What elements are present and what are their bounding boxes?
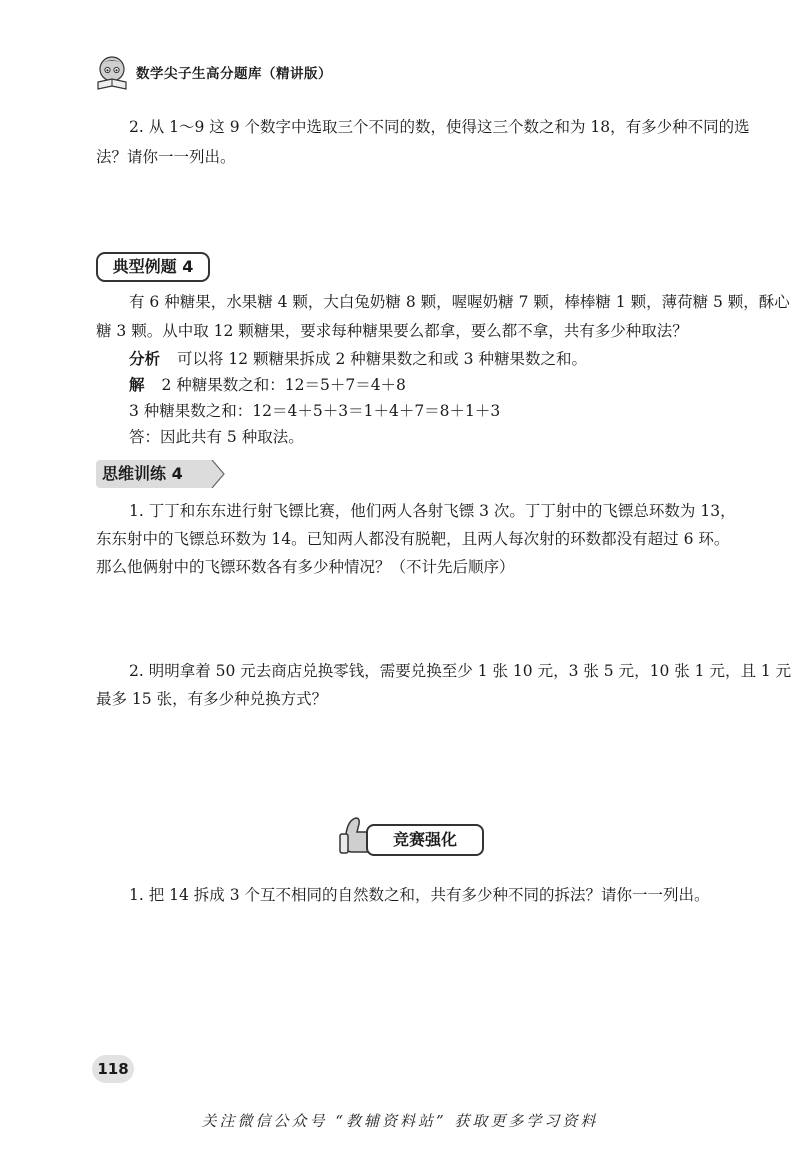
solution-label: 解	[129, 376, 145, 394]
competition-q1: 1. 把 14 拆成 3 个互不相同的自然数之和，共有多少种不同的拆法？请你一一列出。	[129, 886, 710, 904]
running-header	[92, 52, 332, 92]
competition-heading-label: 竞赛强化	[366, 824, 484, 856]
cartoon-kid-reading-icon	[92, 52, 132, 92]
page-number: 118	[92, 1055, 134, 1083]
question-2-line-2: 法？请你一一列出。	[96, 148, 236, 166]
training-q2-line-2: 最多 15 张，有多少种兑换方式？	[96, 690, 328, 708]
answer-line: 答：因此共有 5 种取法。	[129, 428, 304, 446]
arrow-tab-icon	[206, 460, 226, 488]
question-2-line-1: 2. 从 1～9 这 9 个数字中选取三个不同的数，使得这三个数之和为 18，有多少种不同的选	[129, 118, 750, 136]
footer-note: 关注微信公众号 “教辅资料站” 获取更多学习资料	[201, 1112, 599, 1130]
example-problem-line-1: 有 6 种糖果，水果糖 4 颗，大白兔奶糖 8 颗，喔喔奶糖 7 颗，棒棒糖 1 颗，薄荷糖 5 颗，酥心	[129, 293, 790, 311]
example-heading: 典型例题 4	[96, 252, 210, 282]
training-q1-line-3: 那么他俩射中的飞镖环数各有多少种情况？（不计先后顺序）	[96, 558, 515, 576]
training-q2-line-1: 2. 明明拿着 50 元去商店兑换零钱，需要兑换至少 1 张 10 元，3 张 5 元，10 张 1 元，且 1 元	[129, 662, 792, 680]
solution-line-2: 3 种糖果数之和：12＝4＋5＋3＝1＋4＋7＝8＋1＋3	[129, 402, 501, 420]
analysis-text: 可以将 12 颗糖果拆成 2 种糖果数之和或 3 种糖果数之和。	[176, 350, 587, 368]
analysis-label: 分析	[129, 350, 161, 368]
example-problem-line-2: 糖 3 颗。从中取 12 颗糖果，要求每种糖果要么都拿，要么都不拿，共有多少种取法？	[96, 322, 688, 340]
training-q1-line-2: 东东射中的飞镖总环数为 14。已知两人都没有脱靶，且两人每次射的环数都没有超过 6 环。	[96, 530, 730, 548]
book-title: 数学尖子生高分题库（精讲版）	[136, 66, 332, 82]
training-q1-line-1: 1. 丁丁和东东进行射飞镖比赛，他们两人各射飞镖 3 次。丁丁射中的飞镖总环数为 13，	[129, 502, 736, 520]
training-heading-label: 思维训练 4	[102, 464, 183, 483]
solution-text-1: 2 种糖果数之和：12＝5＋7＝4＋8	[161, 376, 406, 394]
